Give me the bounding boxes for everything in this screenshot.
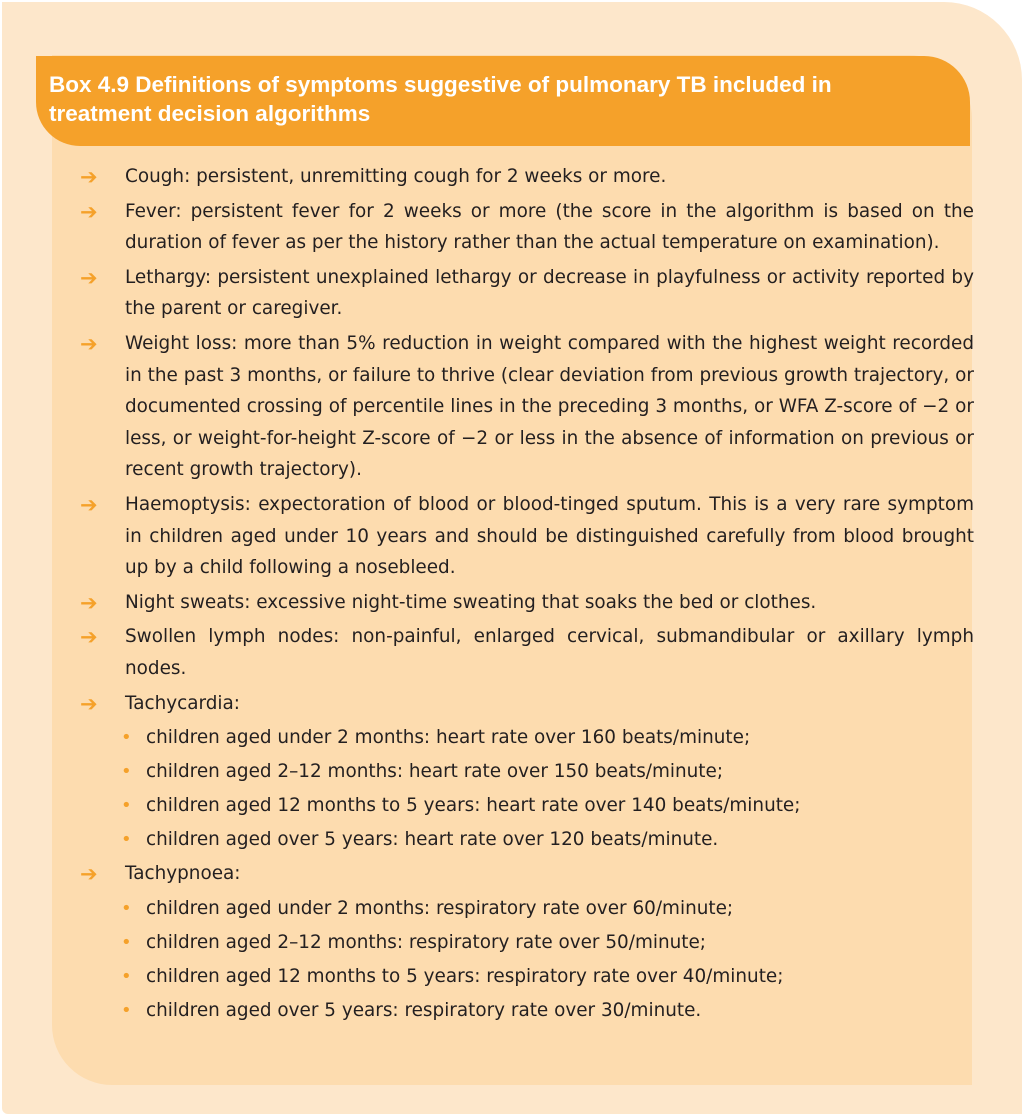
list-item-text: Night sweats: excessive night-time sweating that soaks the bed or clothes.	[125, 591, 817, 613]
list-item-haemoptysis	[76, 489, 974, 584]
sub-item-tachypnoea	[76, 961, 974, 993]
list-item-text: Swollen lymph nodes: non-painful, enlarged cervical, submandibular or axillary lymph nodes.	[125, 626, 974, 679]
box-title-line-2: treatment decision algorithms	[49, 101, 371, 126]
list-item-night-sweats	[76, 587, 974, 619]
list-item-lymph-nodes	[76, 621, 974, 684]
sub-item-tachycardia	[76, 756, 974, 788]
list-item-text: Tachycardia:	[125, 692, 240, 714]
sub-item-tachypnoea	[76, 893, 974, 925]
arrow-bullet-icon: ➔	[80, 265, 98, 290]
arrow-bullet-icon: ➔	[80, 331, 98, 356]
box-title-line-1: Box 4.9 Definitions of symptoms suggestive of pulmonary TB included in	[49, 72, 832, 97]
list-item-text: Tachypnoea:	[125, 863, 241, 885]
arrow-bullet-icon: ➔	[80, 199, 98, 224]
sub-item-tachypnoea	[76, 927, 974, 959]
box-outer-panel	[2, 2, 1022, 1114]
sub-item-text: children aged 12 months to 5 years: heart rate over 140 beats/minute;	[146, 795, 801, 817]
arrow-bullet-icon: ➔	[80, 165, 98, 189]
box-title	[36, 56, 970, 146]
definitions-list	[76, 161, 974, 1029]
list-item-text: Weight loss: more than 5% reduction in weight compared with the highest weight recorded in the past 3 months, or failure to thrive (clear deviation from previous growth trajectory, or documented crossing of percentile lines in the preceding 3 months, or WFA Z-score of −2 or less, or weight-for-height Z-score of −2 or less in the absence of information on previous or recent growth trajectory).	[125, 332, 974, 481]
dot-bullet-icon: •	[121, 898, 132, 920]
dot-bullet-icon: •	[121, 1000, 132, 1022]
list-item-tachypnoea	[76, 858, 974, 890]
sub-item-tachypnoea	[76, 995, 974, 1027]
arrow-bullet-icon: ➔	[80, 691, 98, 716]
sub-item-tachycardia	[76, 790, 974, 822]
arrow-bullet-icon: ➔	[80, 590, 98, 615]
sub-item-text: children aged 2–12 months: respiratory rate over 50/minute;	[146, 932, 706, 954]
dot-bullet-icon: •	[121, 932, 132, 954]
sub-item-tachycardia	[76, 722, 974, 754]
dot-bullet-icon: •	[121, 761, 132, 783]
list-item-text: Lethargy: persistent unexplained lethargy or decrease in playfulness or activity reported by the parent or caregiver.	[125, 266, 974, 320]
list-item-tachycardia	[76, 688, 974, 720]
list-item-weight-loss	[76, 328, 974, 486]
dot-bullet-icon: •	[121, 795, 132, 817]
sub-item-tachycardia	[76, 824, 974, 856]
arrow-bullet-icon: ➔	[80, 862, 98, 887]
sub-item-text: children aged under 2 months: respiratory rate over 60/minute;	[146, 898, 734, 920]
arrow-bullet-icon: ➔	[80, 625, 98, 650]
sub-item-text: children aged over 5 years: heart rate over 120 beats/minute.	[146, 829, 719, 851]
dot-bullet-icon: •	[121, 966, 132, 988]
sub-item-text: children aged 12 months to 5 years: respiratory rate over 40/minute;	[146, 966, 784, 988]
list-item-cough	[76, 161, 974, 193]
list-item-text: Haemoptysis: expectoration of blood or blood-tinged sputum. This is a very rare symptom in children aged under 10 years and should be distinguished carefully from blood brought up by a child following a nosebleed.	[125, 493, 974, 579]
sub-item-text: children aged 2–12 months: heart rate over 150 beats/minute;	[146, 761, 724, 783]
list-item-text: Cough: persistent, unremitting cough for 2 weeks or more.	[125, 166, 667, 187]
sub-item-text: children aged over 5 years: respiratory rate over 30/minute.	[146, 1000, 702, 1022]
list-item-fever	[76, 196, 974, 259]
list-item-lethargy	[76, 262, 974, 325]
dot-bullet-icon: •	[121, 829, 132, 851]
dot-bullet-icon: •	[121, 727, 132, 749]
sub-item-text: children aged under 2 months: heart rate over 160 beats/minute;	[146, 727, 751, 749]
list-item-text: Fever: persistent fever for 2 weeks or more (the score in the algorithm is based on the duration of fever as per the history rather than the actual temperature on examination).	[125, 200, 974, 254]
arrow-bullet-icon: ➔	[80, 492, 98, 517]
